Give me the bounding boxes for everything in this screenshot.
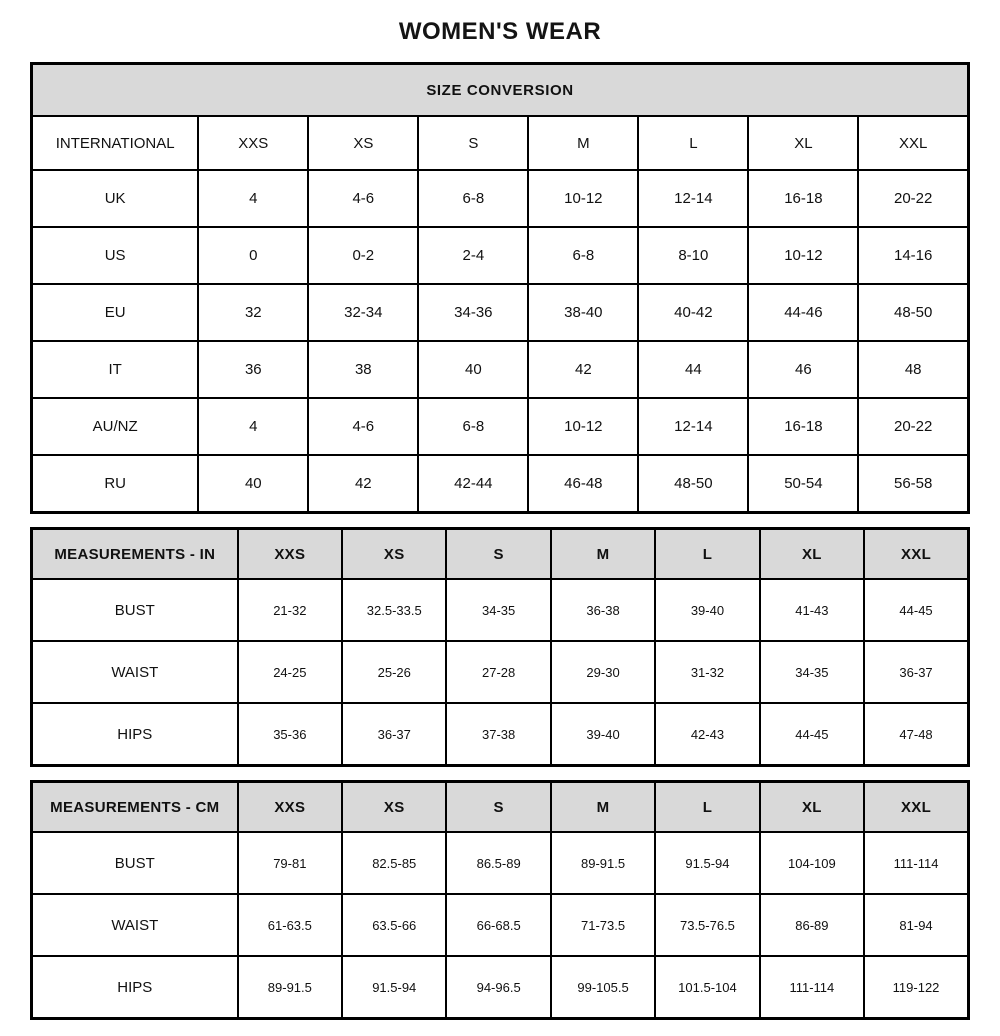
table-cell: 4-6 <box>308 170 418 227</box>
table-cell: 32-34 <box>308 284 418 341</box>
table-cell: 73.5-76.5 <box>655 894 759 956</box>
table-cell: 91.5-94 <box>342 956 446 1019</box>
row-label: WAIST <box>32 641 238 703</box>
table-cell: 111-114 <box>864 832 968 894</box>
table-cell: 4-6 <box>308 398 418 455</box>
table-cell: 38 <box>308 341 418 398</box>
column-header: XL <box>748 116 858 170</box>
row-label: UK <box>32 170 199 227</box>
column-header: M <box>528 116 638 170</box>
column-header: XXL <box>858 116 968 170</box>
size-conversion-table <box>30 62 970 514</box>
table-cell: 44 <box>638 341 748 398</box>
table-cell: 20-22 <box>858 398 968 455</box>
table-row <box>32 579 969 641</box>
table-cell: 46 <box>748 341 858 398</box>
table-cell: 79-81 <box>238 832 342 894</box>
row-label: RU <box>32 455 199 513</box>
table-row <box>32 641 969 703</box>
table-cell: 82.5-85 <box>342 832 446 894</box>
table-cell: 44-45 <box>760 703 864 766</box>
table-cell: 37-38 <box>446 703 550 766</box>
column-header: S <box>446 529 550 580</box>
table-cell: 32 <box>198 284 308 341</box>
column-header: L <box>638 116 748 170</box>
table-cell: 44-46 <box>748 284 858 341</box>
table-cell: 47-48 <box>864 703 968 766</box>
table-cell: 27-28 <box>446 641 550 703</box>
table-cell: 25-26 <box>342 641 446 703</box>
table-cell: 36-38 <box>551 579 655 641</box>
table-cell: 4 <box>198 170 308 227</box>
column-header: M <box>551 529 655 580</box>
table-cell: 40 <box>418 341 528 398</box>
measurements-in-table <box>30 527 970 767</box>
column-header: L <box>655 782 759 833</box>
column-header: MEASUREMENTS - IN <box>32 529 238 580</box>
table-row <box>32 284 969 341</box>
table-cell: 20-22 <box>858 170 968 227</box>
column-header: M <box>551 782 655 833</box>
table-cell: 6-8 <box>528 227 638 284</box>
table-cell: 36 <box>198 341 308 398</box>
row-label: IT <box>32 341 199 398</box>
table-cell: 2-4 <box>418 227 528 284</box>
table-cell: 34-36 <box>418 284 528 341</box>
table-cell: 94-96.5 <box>446 956 550 1019</box>
row-label: BUST <box>32 832 238 894</box>
row-label: HIPS <box>32 703 238 766</box>
measurements-cm-table <box>30 780 970 1020</box>
table-cell: 10-12 <box>528 170 638 227</box>
table-cell: 34-35 <box>446 579 550 641</box>
table-cell: 32.5-33.5 <box>342 579 446 641</box>
table-cell: 56-58 <box>858 455 968 513</box>
column-header: XS <box>342 782 446 833</box>
table-cell: 10-12 <box>748 227 858 284</box>
table-cell: 36-37 <box>342 703 446 766</box>
table-cell: 24-25 <box>238 641 342 703</box>
table-row <box>32 455 969 513</box>
table-cell: 12-14 <box>638 170 748 227</box>
column-header: XXS <box>238 529 342 580</box>
table-cell: 48 <box>858 341 968 398</box>
column-header: L <box>655 529 759 580</box>
table-cell: 104-109 <box>760 832 864 894</box>
table-cell: 42 <box>308 455 418 513</box>
table-row <box>32 398 969 455</box>
table-row <box>32 341 969 398</box>
table-cell: 6-8 <box>418 170 528 227</box>
table-cell: 0-2 <box>308 227 418 284</box>
table-cell: 46-48 <box>528 455 638 513</box>
table-cell: 21-32 <box>238 579 342 641</box>
table-cell: 36-37 <box>864 641 968 703</box>
size-conversion-header-row <box>32 116 969 170</box>
table-cell: 66-68.5 <box>446 894 550 956</box>
table-cell: 16-18 <box>748 398 858 455</box>
row-label: WAIST <box>32 894 238 956</box>
table-cell: 39-40 <box>551 703 655 766</box>
table-cell: 48-50 <box>638 455 748 513</box>
table-row <box>32 894 969 956</box>
table-cell: 86-89 <box>760 894 864 956</box>
table-cell: 86.5-89 <box>446 832 550 894</box>
column-header: S <box>446 782 550 833</box>
table-cell: 99-105.5 <box>551 956 655 1019</box>
row-label: HIPS <box>32 956 238 1019</box>
table-row <box>32 956 969 1019</box>
table-cell: 31-32 <box>655 641 759 703</box>
column-header: XL <box>760 782 864 833</box>
table-cell: 71-73.5 <box>551 894 655 956</box>
table-cell: 29-30 <box>551 641 655 703</box>
column-header: INTERNATIONAL <box>32 116 199 170</box>
row-label: US <box>32 227 199 284</box>
table-cell: 42 <box>528 341 638 398</box>
table-cell: 39-40 <box>655 579 759 641</box>
table-cell: 48-50 <box>858 284 968 341</box>
table-cell: 40 <box>198 455 308 513</box>
table-cell: 101.5-104 <box>655 956 759 1019</box>
table-cell: 4 <box>198 398 308 455</box>
row-label: EU <box>32 284 199 341</box>
table-cell: 40-42 <box>638 284 748 341</box>
column-header: XS <box>308 116 418 170</box>
table-cell: 34-35 <box>760 641 864 703</box>
table-row <box>32 227 969 284</box>
table-cell: 91.5-94 <box>655 832 759 894</box>
table-cell: 6-8 <box>418 398 528 455</box>
column-header: XL <box>760 529 864 580</box>
table-cell: 0 <box>198 227 308 284</box>
table-row <box>32 832 969 894</box>
table-cell: 44-45 <box>864 579 968 641</box>
size-conversion-band-title: SIZE CONVERSION <box>32 64 969 117</box>
table-cell: 35-36 <box>238 703 342 766</box>
table-cell: 50-54 <box>748 455 858 513</box>
table-row <box>32 703 969 766</box>
measurements-cm-header-row <box>32 782 969 833</box>
table-cell: 16-18 <box>748 170 858 227</box>
column-header: XXL <box>864 529 968 580</box>
table-band-row <box>32 64 969 117</box>
page-title: WOMEN'S WEAR <box>398 18 602 45</box>
column-header: XXS <box>198 116 308 170</box>
row-label: AU/NZ <box>32 398 199 455</box>
table-cell: 63.5-66 <box>342 894 446 956</box>
table-cell: 111-114 <box>760 956 864 1019</box>
column-header: MEASUREMENTS - CM <box>32 782 238 833</box>
table-row <box>32 170 969 227</box>
table-cell: 41-43 <box>760 579 864 641</box>
table-cell: 10-12 <box>528 398 638 455</box>
table-cell: 81-94 <box>864 894 968 956</box>
table-cell: 42-44 <box>418 455 528 513</box>
table-cell: 12-14 <box>638 398 748 455</box>
table-cell: 61-63.5 <box>238 894 342 956</box>
column-header: XS <box>342 529 446 580</box>
measurements-in-header-row <box>32 529 969 580</box>
table-cell: 42-43 <box>655 703 759 766</box>
column-header: XXS <box>238 782 342 833</box>
table-cell: 38-40 <box>528 284 638 341</box>
table-cell: 89-91.5 <box>238 956 342 1019</box>
row-label: BUST <box>32 579 238 641</box>
table-cell: 14-16 <box>858 227 968 284</box>
table-cell: 119-122 <box>864 956 968 1019</box>
table-cell: 89-91.5 <box>551 832 655 894</box>
column-header: XXL <box>864 782 968 833</box>
table-cell: 8-10 <box>638 227 748 284</box>
column-header: S <box>418 116 528 170</box>
